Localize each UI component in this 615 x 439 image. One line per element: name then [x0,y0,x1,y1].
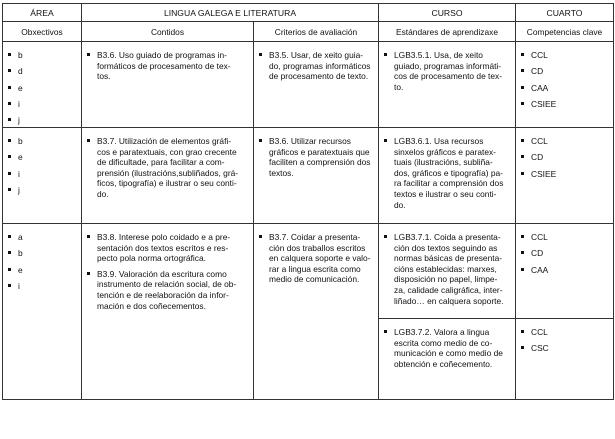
competence-item: CSIEE [516,169,613,180]
content-item: B3.7. Utilización de elementos gráfi- cos e paratextuais, con grao crecente de dificultade, para facilitar a com- prensión (ilustracións,subliñados, grá- ficos, tipografía) e ilustrar o seu conti- do. [82,136,253,200]
standard-item: LGB3.5.1. Usa, de xeito guiado, programas informáti- cos de procesamento de tex- to. [379,50,515,92]
curriculum-table [2,3,614,400]
standards-cell [379,224,516,319]
objective-item: b [3,136,81,147]
standard-item: LGB3.7.2. Valora a lingua escrita como medio de co- municación e como medio de obtención e coñecemento. [379,327,515,369]
column-header-objectives: Obxectivos [3,22,82,42]
content-item: B3.8. Interese polo coidado e a pre- sentación dos textos escritos e res- pecto pola norma ortográfica. [82,232,253,264]
objective-item: a [3,232,81,243]
standards-cell [379,42,516,128]
competences-cell [516,128,614,224]
objective-item: e [3,152,81,163]
competence-item: CD [516,248,613,259]
competence-item: CCL [516,50,613,61]
objective-item: i [3,99,81,110]
criterion-item: B3.6. Utilizar recursos gráficos e paratextuais que faciliten a comprensión dos textos. [254,136,378,178]
standards-cell [379,128,516,224]
objectives-cell [3,224,82,400]
table-row [3,42,614,128]
objective-item: d [3,66,81,77]
objective-item: j [3,185,81,196]
table-row [3,128,614,224]
contents-cell [82,42,254,128]
content-item: B3.6. Uso guiado de programas in- formáticos de procesamento de tex- tos. [82,50,253,82]
criteria-cell [254,224,379,400]
competence-item: CCL [516,327,613,338]
column-header-contents: Contidos [82,22,254,42]
competence-item: CSIEE [516,99,613,110]
competence-item: CCL [516,232,613,243]
objective-item: e [3,265,81,276]
contents-cell [82,128,254,224]
course-value: CUARTO [516,4,614,22]
content-item: B3.9. Valoración da escritura como instrumento de relación social, de ob- tención e de reelaboración da infor- mación e dos coñecementos. [82,269,253,311]
objectives-cell [3,42,82,128]
criteria-cell [254,128,379,224]
competence-item: CD [516,152,613,163]
objective-item: e [3,83,81,94]
objective-item: j [3,115,81,126]
column-header-competences: Competencias clave [516,22,614,42]
objective-item: b [3,50,81,61]
standard-item: LGB3.6.1. Usa recursos sinxelos gráficos e paratex- tuais (ilustracións, subliña- dos, gráficos e tipografía) pa- ra facilitar a comprensión dos textos e ilustrar o seu conti- do. [379,136,515,210]
column-header-criteria: Criterios de avaliación [254,22,379,42]
area-label: ÁREA [3,4,82,22]
competence-item: CD [516,66,613,77]
standard-item: LGB3.7.1. Coida a presenta- ción dos textos seguindo as normas básicas de presenta- cións establecidas: marxes, disposición no papel, limpe- za, calidade caligráfica, inter- liñado… en calquera soporte. [379,232,515,306]
criterion-item: B3.7. Coidar a presenta- ción dos traballos escritos en calquera soporte e valo- rar a lingua escrita como medio de comunicación. [254,232,378,285]
standards-cell [379,319,516,400]
objective-item: i [3,169,81,180]
competence-item: CAA [516,265,613,276]
contents-cell [82,224,254,400]
subject-title: LINGUA GALEGA E LITERATURA [82,4,379,22]
competences-cell [516,224,614,319]
criteria-cell [254,42,379,128]
objective-item: i [3,281,81,292]
objectives-cell [3,128,82,224]
column-header-row [3,22,614,42]
table-row [3,224,614,319]
criterion-item: B3.5. Usar, de xeito guia- do, programas informáticos de procesamento de texto. [254,50,378,82]
header-row [3,4,614,22]
competences-cell [516,319,614,400]
column-header-standards: Estándares de aprendizaxe [379,22,516,42]
competences-cell [516,42,614,128]
course-label: CURSO [379,4,516,22]
competence-item: CAA [516,83,613,94]
objective-item: b [3,248,81,259]
competence-item: CCL [516,136,613,147]
competence-item: CSC [516,343,613,354]
